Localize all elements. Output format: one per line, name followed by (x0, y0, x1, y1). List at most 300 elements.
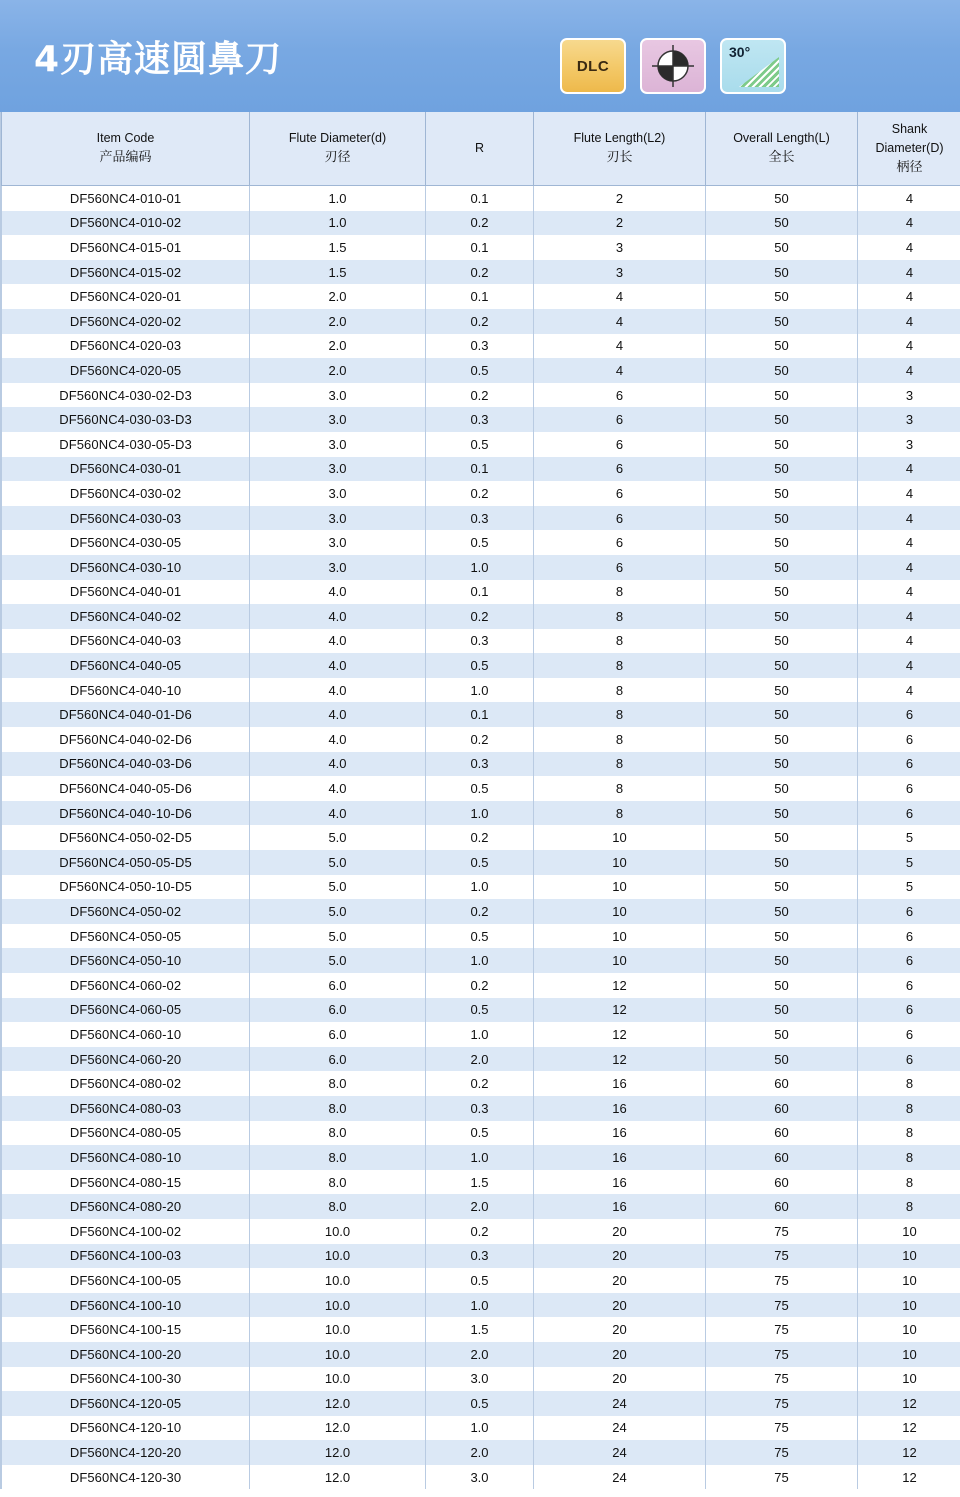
cell-item-code: DF560NC4-020-05 (2, 358, 250, 383)
cell-overall-length: 75 (706, 1465, 858, 1490)
cell-overall-length: 75 (706, 1317, 858, 1342)
cell-corner-radius: 0.1 (426, 457, 534, 482)
cell-overall-length: 60 (706, 1096, 858, 1121)
cell-shank-diameter: 3 (858, 383, 960, 408)
cell-flute-length: 20 (534, 1342, 706, 1367)
table-row (2, 1440, 960, 1465)
table-row (2, 530, 960, 555)
cell-flute-diameter: 1.0 (250, 186, 426, 211)
table-row (2, 629, 960, 654)
cell-flute-diameter: 3.0 (250, 457, 426, 482)
cell-shank-diameter: 6 (858, 973, 960, 998)
cell-flute-diameter: 3.0 (250, 407, 426, 432)
table-row (2, 752, 960, 777)
cell-flute-length: 8 (534, 580, 706, 605)
cell-overall-length: 50 (706, 555, 858, 580)
table-row (2, 998, 960, 1023)
cell-overall-length: 75 (706, 1244, 858, 1269)
cell-flute-diameter: 3.0 (250, 383, 426, 408)
cell-overall-length: 50 (706, 186, 858, 211)
cell-flute-diameter: 3.0 (250, 481, 426, 506)
cell-corner-radius: 1.0 (426, 1416, 534, 1441)
cell-shank-diameter: 10 (858, 1244, 960, 1269)
column-header-r-en: R (474, 141, 485, 156)
cell-flute-length: 8 (534, 752, 706, 777)
cell-corner-radius: 1.0 (426, 1293, 534, 1318)
cell-shank-diameter: 4 (858, 358, 960, 383)
cell-overall-length: 60 (706, 1121, 858, 1146)
cell-corner-radius: 0.3 (426, 506, 534, 531)
column-header-flute-diameter-cn: 刃径 (324, 150, 351, 166)
cell-corner-radius: 1.5 (426, 1170, 534, 1195)
cell-flute-diameter: 5.0 (250, 924, 426, 949)
cell-overall-length: 75 (706, 1416, 858, 1441)
cell-item-code: DF560NC4-100-05 (2, 1268, 250, 1293)
table-row (2, 1293, 960, 1318)
cell-shank-diameter: 8 (858, 1071, 960, 1096)
column-header-flute-diameter (250, 112, 426, 186)
cell-item-code: DF560NC4-050-10-D5 (2, 875, 250, 900)
cell-flute-diameter: 1.5 (250, 235, 426, 260)
cell-shank-diameter: 4 (858, 260, 960, 285)
cell-flute-diameter: 10.0 (250, 1342, 426, 1367)
column-header-overall-length-en: Overall Length(L) (733, 131, 830, 146)
cell-corner-radius: 0.1 (426, 235, 534, 260)
cell-item-code: DF560NC4-120-05 (2, 1391, 250, 1416)
cell-flute-length: 24 (534, 1440, 706, 1465)
cell-corner-radius: 0.2 (426, 260, 534, 285)
column-header-item-code-en: Item Code (96, 131, 155, 146)
cell-shank-diameter: 6 (858, 727, 960, 752)
cell-item-code: DF560NC4-040-05 (2, 653, 250, 678)
cell-corner-radius: 0.3 (426, 752, 534, 777)
cell-flute-diameter: 4.0 (250, 727, 426, 752)
cell-item-code: DF560NC4-030-02-D3 (2, 383, 250, 408)
cell-flute-length: 4 (534, 358, 706, 383)
cell-corner-radius: 0.5 (426, 1391, 534, 1416)
cell-shank-diameter: 10 (858, 1317, 960, 1342)
cell-shank-diameter: 12 (858, 1391, 960, 1416)
cell-flute-length: 10 (534, 948, 706, 973)
cell-overall-length: 50 (706, 334, 858, 359)
cell-item-code: DF560NC4-100-02 (2, 1219, 250, 1244)
cell-shank-diameter: 12 (858, 1465, 960, 1490)
cell-corner-radius: 0.5 (426, 924, 534, 949)
cell-overall-length: 50 (706, 776, 858, 801)
table-row (2, 1268, 960, 1293)
cell-overall-length: 50 (706, 850, 858, 875)
cell-item-code: DF560NC4-040-02 (2, 604, 250, 629)
cell-flute-length: 4 (534, 334, 706, 359)
table-row (2, 211, 960, 236)
cell-corner-radius: 3.0 (426, 1465, 534, 1490)
table-row (2, 948, 960, 973)
cell-shank-diameter: 6 (858, 998, 960, 1023)
cell-corner-radius: 0.5 (426, 850, 534, 875)
cell-shank-diameter: 4 (858, 284, 960, 309)
cell-overall-length: 50 (706, 235, 858, 260)
cell-corner-radius: 1.0 (426, 1145, 534, 1170)
cell-item-code: DF560NC4-100-30 (2, 1367, 250, 1392)
table-row (2, 801, 960, 826)
cell-item-code: DF560NC4-120-10 (2, 1416, 250, 1441)
spec-table-header (2, 112, 960, 186)
cell-shank-diameter: 10 (858, 1293, 960, 1318)
cell-item-code: DF560NC4-080-05 (2, 1121, 250, 1146)
cell-shank-diameter: 4 (858, 604, 960, 629)
cell-overall-length: 50 (706, 1022, 858, 1047)
cell-overall-length: 50 (706, 629, 858, 654)
cell-overall-length: 75 (706, 1391, 858, 1416)
table-row (2, 850, 960, 875)
cell-flute-length: 8 (534, 801, 706, 826)
cell-item-code: DF560NC4-080-02 (2, 1071, 250, 1096)
cell-shank-diameter: 10 (858, 1342, 960, 1367)
column-header-shank-diameter-cn: 柄径 (896, 159, 923, 175)
cell-shank-diameter: 4 (858, 653, 960, 678)
cell-shank-diameter: 6 (858, 702, 960, 727)
table-row (2, 481, 960, 506)
cell-flute-length: 8 (534, 702, 706, 727)
cell-overall-length: 50 (706, 260, 858, 285)
table-row (2, 678, 960, 703)
cell-flute-length: 20 (534, 1367, 706, 1392)
cell-item-code: DF560NC4-120-20 (2, 1440, 250, 1465)
cell-overall-length: 50 (706, 309, 858, 334)
four-flute-badge (640, 38, 706, 94)
cell-shank-diameter: 4 (858, 309, 960, 334)
cell-flute-diameter: 6.0 (250, 998, 426, 1023)
table-row (2, 1416, 960, 1441)
cell-flute-diameter: 3.0 (250, 555, 426, 580)
cell-item-code: DF560NC4-040-05-D6 (2, 776, 250, 801)
cell-flute-diameter: 4.0 (250, 580, 426, 605)
cell-flute-length: 24 (534, 1391, 706, 1416)
dlc-coating-badge (560, 38, 626, 94)
cell-flute-diameter: 8.0 (250, 1071, 426, 1096)
cell-item-code: DF560NC4-030-05 (2, 530, 250, 555)
cell-item-code: DF560NC4-050-10 (2, 948, 250, 973)
cell-flute-length: 4 (534, 284, 706, 309)
cell-flute-diameter: 12.0 (250, 1391, 426, 1416)
cell-overall-length: 50 (706, 530, 858, 555)
cell-shank-diameter: 4 (858, 186, 960, 211)
cell-corner-radius: 0.5 (426, 1121, 534, 1146)
cell-shank-diameter: 6 (858, 801, 960, 826)
cell-corner-radius: 0.2 (426, 899, 534, 924)
cell-overall-length: 75 (706, 1293, 858, 1318)
cell-item-code: DF560NC4-080-15 (2, 1170, 250, 1195)
helix-angle-badge (720, 38, 786, 94)
table-row (2, 186, 960, 211)
cell-item-code: DF560NC4-015-02 (2, 260, 250, 285)
cell-item-code: DF560NC4-030-03 (2, 506, 250, 531)
table-row (2, 1170, 960, 1195)
table-row (2, 1022, 960, 1047)
cell-corner-radius: 2.0 (426, 1342, 534, 1367)
cell-corner-radius: 0.5 (426, 776, 534, 801)
cell-corner-radius: 2.0 (426, 1194, 534, 1219)
cell-shank-diameter: 12 (858, 1440, 960, 1465)
cell-shank-diameter: 4 (858, 580, 960, 605)
cell-flute-length: 24 (534, 1416, 706, 1441)
cell-flute-length: 6 (534, 555, 706, 580)
table-row (2, 235, 960, 260)
cell-shank-diameter: 4 (858, 530, 960, 555)
cell-flute-diameter: 6.0 (250, 1022, 426, 1047)
cell-flute-length: 16 (534, 1071, 706, 1096)
cell-flute-length: 8 (534, 678, 706, 703)
cell-flute-diameter: 2.0 (250, 334, 426, 359)
cell-corner-radius: 0.5 (426, 432, 534, 457)
cell-corner-radius: 0.2 (426, 973, 534, 998)
cell-shank-diameter: 4 (858, 334, 960, 359)
cell-corner-radius: 0.1 (426, 186, 534, 211)
table-row (2, 284, 960, 309)
cell-flute-length: 20 (534, 1317, 706, 1342)
column-header-r (426, 112, 534, 186)
column-header-item-code (2, 112, 250, 186)
cell-flute-diameter: 8.0 (250, 1096, 426, 1121)
cell-overall-length: 50 (706, 899, 858, 924)
cell-flute-length: 12 (534, 998, 706, 1023)
cell-overall-length: 75 (706, 1367, 858, 1392)
table-row (2, 1244, 960, 1269)
feature-badges (560, 38, 786, 94)
cell-item-code: DF560NC4-060-10 (2, 1022, 250, 1047)
cell-corner-radius: 1.0 (426, 801, 534, 826)
cell-flute-diameter: 10.0 (250, 1219, 426, 1244)
cell-flute-diameter: 4.0 (250, 604, 426, 629)
table-row (2, 1096, 960, 1121)
table-row (2, 555, 960, 580)
cell-overall-length: 60 (706, 1194, 858, 1219)
table-row (2, 506, 960, 531)
cell-overall-length: 50 (706, 653, 858, 678)
cell-flute-diameter: 1.0 (250, 211, 426, 236)
cell-flute-diameter: 5.0 (250, 875, 426, 900)
cell-corner-radius: 1.0 (426, 678, 534, 703)
cell-flute-length: 6 (534, 530, 706, 555)
cell-corner-radius: 1.0 (426, 1022, 534, 1047)
cell-overall-length: 50 (706, 948, 858, 973)
cell-corner-radius: 0.3 (426, 1244, 534, 1269)
cell-corner-radius: 0.2 (426, 727, 534, 752)
cell-item-code: DF560NC4-030-05-D3 (2, 432, 250, 457)
cell-overall-length: 50 (706, 678, 858, 703)
cell-overall-length: 50 (706, 604, 858, 629)
cell-overall-length: 60 (706, 1145, 858, 1170)
table-row (2, 1391, 960, 1416)
column-header-flute-length (534, 112, 706, 186)
cell-corner-radius: 0.5 (426, 653, 534, 678)
cell-overall-length: 75 (706, 1440, 858, 1465)
cell-shank-diameter: 6 (858, 776, 960, 801)
cell-corner-radius: 0.3 (426, 629, 534, 654)
cell-shank-diameter: 8 (858, 1121, 960, 1146)
cell-flute-diameter: 4.0 (250, 752, 426, 777)
cell-overall-length: 50 (706, 211, 858, 236)
spec-table (1, 112, 960, 1489)
cell-corner-radius: 1.5 (426, 1317, 534, 1342)
cell-flute-length: 8 (534, 629, 706, 654)
spec-table-wrapper (0, 112, 960, 1489)
cell-flute-diameter: 10.0 (250, 1293, 426, 1318)
column-header-overall-length (706, 112, 858, 186)
cell-shank-diameter: 5 (858, 875, 960, 900)
spec-table-body (2, 186, 960, 1490)
cell-shank-diameter: 6 (858, 1022, 960, 1047)
cell-overall-length: 75 (706, 1219, 858, 1244)
cell-flute-length: 2 (534, 186, 706, 211)
table-row (2, 924, 960, 949)
cell-corner-radius: 0.1 (426, 580, 534, 605)
cell-overall-length: 50 (706, 481, 858, 506)
cell-shank-diameter: 5 (858, 850, 960, 875)
cell-flute-length: 16 (534, 1145, 706, 1170)
cell-shank-diameter: 8 (858, 1194, 960, 1219)
cell-shank-diameter: 4 (858, 629, 960, 654)
cell-corner-radius: 0.2 (426, 604, 534, 629)
cell-shank-diameter: 3 (858, 407, 960, 432)
cell-overall-length: 50 (706, 875, 858, 900)
cell-overall-length: 50 (706, 924, 858, 949)
cell-overall-length: 75 (706, 1342, 858, 1367)
cell-corner-radius: 0.2 (426, 211, 534, 236)
cell-corner-radius: 0.2 (426, 383, 534, 408)
table-row (2, 1219, 960, 1244)
cell-item-code: DF560NC4-050-05 (2, 924, 250, 949)
table-row (2, 1145, 960, 1170)
table-row (2, 334, 960, 359)
cell-flute-length: 6 (534, 407, 706, 432)
cell-item-code: DF560NC4-030-03-D3 (2, 407, 250, 432)
cell-overall-length: 50 (706, 457, 858, 482)
cell-corner-radius: 3.0 (426, 1367, 534, 1392)
cell-flute-length: 8 (534, 653, 706, 678)
cell-flute-length: 8 (534, 604, 706, 629)
cell-shank-diameter: 6 (858, 948, 960, 973)
cell-shank-diameter: 6 (858, 924, 960, 949)
cell-flute-diameter: 4.0 (250, 629, 426, 654)
cell-corner-radius: 0.2 (426, 481, 534, 506)
cell-flute-length: 12 (534, 1047, 706, 1072)
table-row (2, 1047, 960, 1072)
table-row (2, 653, 960, 678)
cell-flute-length: 24 (534, 1465, 706, 1490)
cell-flute-length: 16 (534, 1096, 706, 1121)
cell-corner-radius: 0.5 (426, 1268, 534, 1293)
cell-overall-length: 60 (706, 1071, 858, 1096)
cell-item-code: DF560NC4-040-03-D6 (2, 752, 250, 777)
cell-item-code: DF560NC4-050-02 (2, 899, 250, 924)
cell-flute-diameter: 4.0 (250, 653, 426, 678)
cell-flute-diameter: 6.0 (250, 1047, 426, 1072)
cell-item-code: DF560NC4-040-01 (2, 580, 250, 605)
cell-flute-diameter: 3.0 (250, 506, 426, 531)
cell-item-code: DF560NC4-100-15 (2, 1317, 250, 1342)
cell-corner-radius: 0.2 (426, 309, 534, 334)
cell-item-code: DF560NC4-120-30 (2, 1465, 250, 1490)
cell-flute-length: 16 (534, 1170, 706, 1195)
cell-item-code: DF560NC4-010-02 (2, 211, 250, 236)
cell-item-code: DF560NC4-040-02-D6 (2, 727, 250, 752)
cell-overall-length: 50 (706, 506, 858, 531)
table-row (2, 383, 960, 408)
cell-flute-length: 12 (534, 1022, 706, 1047)
cell-item-code: DF560NC4-015-01 (2, 235, 250, 260)
table-row (2, 1465, 960, 1490)
cell-flute-diameter: 12.0 (250, 1440, 426, 1465)
cell-flute-diameter: 4.0 (250, 801, 426, 826)
cell-flute-length: 6 (534, 383, 706, 408)
cell-shank-diameter: 3 (858, 432, 960, 457)
cell-flute-diameter: 1.5 (250, 260, 426, 285)
cell-flute-length: 20 (534, 1219, 706, 1244)
helix-angle-icon (739, 57, 779, 87)
page-title: 4刃高速圆鼻刀 (34, 38, 283, 80)
cell-item-code: DF560NC4-080-10 (2, 1145, 250, 1170)
cell-item-code: DF560NC4-040-03 (2, 629, 250, 654)
cell-flute-length: 6 (534, 481, 706, 506)
cell-overall-length: 50 (706, 383, 858, 408)
cell-flute-diameter: 2.0 (250, 358, 426, 383)
cell-shank-diameter: 10 (858, 1219, 960, 1244)
table-row (2, 309, 960, 334)
table-row (2, 825, 960, 850)
four-flute-icon (650, 43, 696, 89)
cell-flute-diameter: 5.0 (250, 899, 426, 924)
cell-flute-diameter: 12.0 (250, 1416, 426, 1441)
table-row (2, 358, 960, 383)
cell-flute-length: 3 (534, 260, 706, 285)
cell-flute-diameter: 2.0 (250, 284, 426, 309)
table-row (2, 1317, 960, 1342)
cell-corner-radius: 0.1 (426, 284, 534, 309)
cell-corner-radius: 2.0 (426, 1440, 534, 1465)
cell-flute-length: 10 (534, 899, 706, 924)
cell-item-code: DF560NC4-060-02 (2, 973, 250, 998)
table-row (2, 260, 960, 285)
column-header-item-code-cn: 产品编码 (99, 150, 152, 166)
table-header-row (2, 112, 960, 186)
cell-flute-length: 16 (534, 1194, 706, 1219)
cell-overall-length: 50 (706, 973, 858, 998)
cell-flute-diameter: 4.0 (250, 776, 426, 801)
cell-flute-diameter: 8.0 (250, 1145, 426, 1170)
helix-angle-label: 30° (729, 44, 751, 60)
table-row (2, 776, 960, 801)
cell-shank-diameter: 4 (858, 457, 960, 482)
cell-corner-radius: 1.0 (426, 555, 534, 580)
cell-item-code: DF560NC4-100-03 (2, 1244, 250, 1269)
cell-flute-length: 6 (534, 432, 706, 457)
cell-item-code: DF560NC4-100-20 (2, 1342, 250, 1367)
cell-item-code: DF560NC4-040-10-D6 (2, 801, 250, 826)
cell-corner-radius: 0.3 (426, 1096, 534, 1121)
dlc-coating-label: DLC (576, 57, 610, 75)
table-row (2, 432, 960, 457)
cell-shank-diameter: 6 (858, 1047, 960, 1072)
cell-item-code: DF560NC4-050-02-D5 (2, 825, 250, 850)
column-header-shank-diameter-en: Shank Diameter(D) (875, 122, 944, 155)
cell-shank-diameter: 4 (858, 678, 960, 703)
cell-shank-diameter: 4 (858, 481, 960, 506)
cell-flute-diameter: 5.0 (250, 948, 426, 973)
table-row (2, 407, 960, 432)
cell-flute-length: 2 (534, 211, 706, 236)
cell-shank-diameter: 10 (858, 1268, 960, 1293)
